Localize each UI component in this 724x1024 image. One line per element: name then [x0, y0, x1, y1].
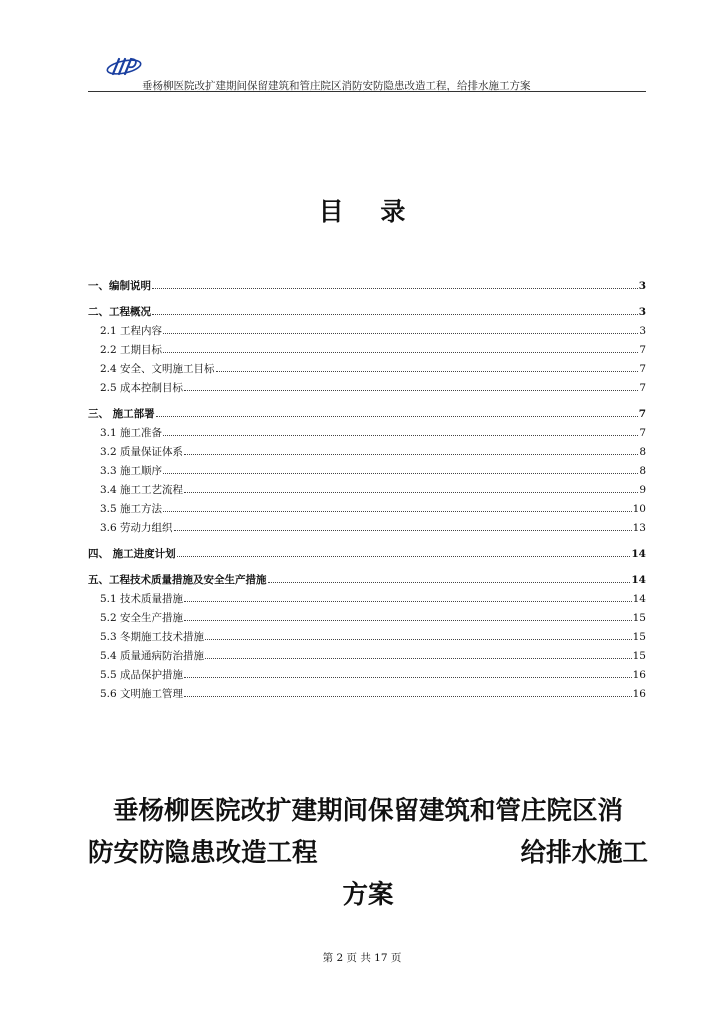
- toc-entry-page: 7: [638, 408, 646, 420]
- toc-leader-dots: [184, 601, 632, 602]
- document-title-line-2-left: 防安防隐患改造工程: [88, 838, 318, 868]
- toc-entry-page: 3: [639, 325, 646, 337]
- toc-leader-dots: [163, 435, 638, 436]
- toc-entry-label: 5.5 成品保护措施: [100, 669, 184, 681]
- toc-entry[interactable]: [88, 520, 646, 539]
- toc-entry-label: 三、 施工部署: [88, 408, 155, 420]
- toc-entry-label: 2.2 工期目标: [100, 344, 163, 356]
- toc-entry[interactable]: [88, 278, 646, 297]
- toc-entry[interactable]: [88, 425, 646, 444]
- toc-leader-dots: [163, 511, 632, 512]
- toc-leader-dots: [184, 696, 632, 697]
- toc-entry[interactable]: [88, 591, 646, 610]
- toc-entry-label: 2.5 成本控制目标: [100, 382, 184, 394]
- toc-entry[interactable]: [88, 572, 646, 591]
- toc-entry[interactable]: [88, 546, 646, 565]
- toc-leader-dots: [152, 288, 638, 289]
- toc-entry[interactable]: [88, 406, 646, 425]
- toc-leader-dots: [152, 314, 638, 315]
- toc-entry-label: 3.6 劳动力组织: [100, 522, 173, 534]
- toc-entry-label: 3.4 施工工艺流程: [100, 484, 184, 496]
- document-title-line-3: 方案: [342, 880, 394, 910]
- toc-leader-dots: [184, 454, 638, 455]
- toc-entry-label: 3.5 施工方法: [100, 503, 163, 515]
- toc-entry-page: 14: [631, 574, 646, 586]
- toc-leader-dots: [163, 352, 638, 353]
- toc-entry-page: 14: [631, 548, 646, 560]
- document-title-line-2-right: 给排水施工: [520, 838, 648, 868]
- toc-leader-dots: [177, 556, 631, 557]
- toc-entry-page: 14: [632, 593, 646, 605]
- toc-entry-page: 3: [638, 280, 646, 292]
- toc-entry-page: 16: [632, 688, 646, 700]
- toc-entry-label: 2.1 工程内容: [100, 325, 163, 337]
- toc-leader-dots: [184, 677, 632, 678]
- document-title-line-2: [88, 832, 648, 874]
- toc-entry[interactable]: [88, 304, 646, 323]
- toc-entry-label: 2.4 安全、文明施工目标: [100, 363, 215, 375]
- toc-leader-dots: [184, 390, 638, 391]
- toc-entry-page: 7: [639, 344, 646, 356]
- toc-entry-label: 5.2 安全生产措施: [100, 612, 184, 624]
- toc-entry-page: 15: [632, 650, 646, 662]
- toc-entry-page: 15: [632, 631, 646, 643]
- toc-entry-label: 5.3 冬期施工技术措施: [100, 631, 205, 643]
- toc-entry-label: 3.1 施工准备: [100, 427, 163, 439]
- toc-entry[interactable]: [88, 501, 646, 520]
- toc-entry-label: 3.3 施工顺序: [100, 465, 163, 477]
- document-title-line-1: 垂杨柳医院改扩建期间保留建筑和管庄院区消: [112, 796, 623, 826]
- toc-leader-dots: [216, 371, 639, 372]
- toc-leader-dots: [174, 530, 632, 531]
- page-header: [88, 54, 646, 92]
- toc-entry[interactable]: [88, 610, 646, 629]
- toc-entry-page: 7: [639, 427, 646, 439]
- toc-entry-page: 10: [632, 503, 646, 515]
- toc-entry-label: 五、工程技术质量措施及安全生产措施: [88, 574, 267, 586]
- toc-entry-label: 二、工程概况: [88, 306, 151, 318]
- toc-leader-dots: [205, 639, 632, 640]
- toc-entry-page: 7: [639, 382, 646, 394]
- toc-entry[interactable]: [88, 648, 646, 667]
- toc-entry-label: 5.6 文明施工管理: [100, 688, 184, 700]
- toc-entry-page: 3: [638, 306, 646, 318]
- toc-entry[interactable]: [88, 629, 646, 648]
- toc-entry-label: 5.4 质量通病防治措施: [100, 650, 205, 662]
- toc-entry[interactable]: [88, 361, 646, 380]
- toc-entry[interactable]: [88, 323, 646, 342]
- toc-entry-page: 15: [632, 612, 646, 624]
- toc-leader-dots: [184, 492, 638, 493]
- toc-entry-label: 3.2 质量保证体系: [100, 446, 184, 458]
- toc-entry[interactable]: [88, 482, 646, 501]
- toc-entry[interactable]: [88, 667, 646, 686]
- toc-entry[interactable]: [88, 463, 646, 482]
- toc-leader-dots: [205, 658, 632, 659]
- toc-entry-page: 8: [639, 465, 646, 477]
- toc-entry[interactable]: [88, 380, 646, 399]
- toc-leader-dots: [156, 416, 638, 417]
- toc-leader-dots: [163, 333, 638, 334]
- toc-entry-page: 7: [639, 363, 646, 375]
- header-title: 垂杨柳医院改扩建期间保留建筑和管庄院区消防安防隐患改造工程，给排水施工方案: [142, 80, 531, 92]
- toc-entry[interactable]: [88, 686, 646, 705]
- toc-entry-label: 四、 施工进度计划: [88, 548, 176, 560]
- toc-entry[interactable]: [88, 342, 646, 361]
- toc-leader-dots: [184, 620, 632, 621]
- toc-entry-page: 9: [639, 484, 646, 496]
- toc-entry-page: 8: [639, 446, 646, 458]
- toc-entry-page: 13: [632, 522, 646, 534]
- company-logo-icon: [104, 54, 144, 78]
- toc-entry-label: 5.1 技术质量措施: [100, 593, 184, 605]
- toc-entry-page: 16: [632, 669, 646, 681]
- toc-entry[interactable]: [88, 444, 646, 463]
- toc-entry-label: 一、编制说明: [88, 280, 151, 292]
- document-title: [88, 790, 648, 916]
- toc-leader-dots: [268, 582, 631, 583]
- page-number: 第 2 页 共 17 页: [322, 952, 402, 964]
- toc-leader-dots: [163, 473, 638, 474]
- table-of-contents: [88, 278, 646, 705]
- header-divider: [88, 91, 646, 92]
- toc-heading: 目 录: [318, 197, 420, 226]
